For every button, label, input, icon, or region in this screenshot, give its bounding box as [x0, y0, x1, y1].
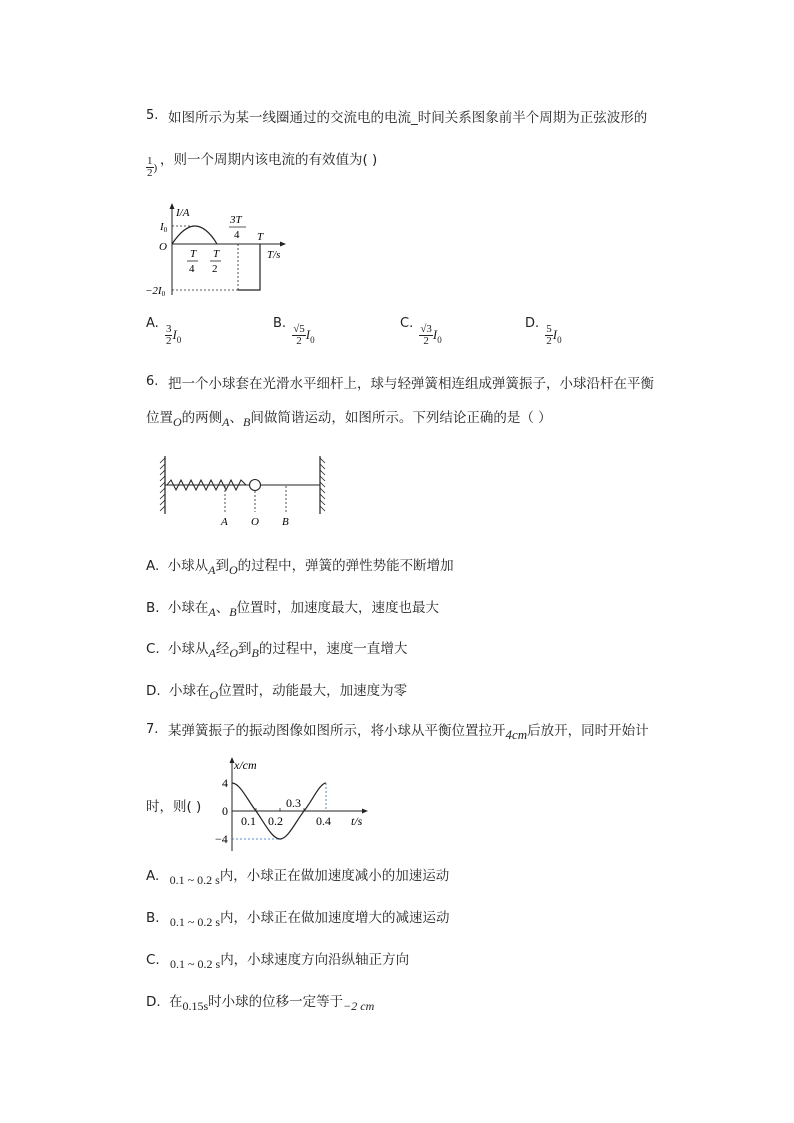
q7-xlabel: t/s [351, 814, 363, 828]
option-label: A. [146, 558, 160, 574]
q5-option-b[interactable]: B. $\frac{√5}{2}$ I0 [273, 316, 315, 347]
q5-stem-line2: ，则一个周期内该电流的有效值为( ) [160, 152, 378, 168]
q5-tick-3T4-num: 3T [230, 214, 242, 226]
q7-stem-line2: 时，则( ) [146, 799, 202, 815]
q5-y-axis-arrow [170, 203, 175, 209]
q7-option-b[interactable]: B. 0.1 ~ 0.2 s内，小球正在做加速度增大的减速运动 [146, 910, 450, 929]
q7-option-c[interactable]: C. 0.1 ~ 0.2 s内，小球速度方向沿纵轴正方向 [146, 952, 410, 971]
q7-label-t02: 0.2 [268, 814, 283, 828]
q6-option-a[interactable]: A. 小球从A到O的过程中，弹簧的弹性势能不断增加 [146, 558, 454, 577]
q5-xlabel: T/s [267, 249, 281, 261]
q5-sine-half [172, 226, 217, 244]
q5-tick-3T4-den: 4 [234, 229, 240, 241]
q6-option-c[interactable]: C. 小球从A经O到B的过程中，速度一直增大 [146, 641, 408, 660]
q7-label-y4: 4 [222, 776, 228, 790]
option-label: C. [400, 316, 414, 331]
option-label: B. [146, 910, 160, 926]
q6-option-b[interactable]: B. 小球在A、B位置时，加速度最大，速度也最大 [146, 600, 440, 619]
q5-tick-T2-num: T [213, 248, 220, 260]
q7-ylabel: x/cm [234, 758, 257, 772]
option-label: C. [146, 952, 160, 968]
q7-label-t03: 0.3 [286, 796, 301, 810]
q5-stem-line1: 如图所示为某一线圈通过的交流电的电流_时间关系图象前半个周期为正弦波形的 [168, 110, 648, 126]
option-label: A. [146, 868, 160, 884]
q5-number: 5. [146, 108, 159, 123]
q6-stem-line2: 位置O的两侧A、B间做简谐运动，如图所示。下列结论正确的是（ ） [146, 410, 552, 429]
q5-negative-pulse [238, 244, 260, 290]
q7-vibration-graph [212, 755, 372, 855]
option-label: A. [146, 316, 159, 331]
q5-ylabel: I/A [176, 207, 190, 219]
q5-x-axis-arrow [280, 242, 286, 247]
q5-option-d[interactable]: D. $\frac{5}{2}$ I0 [525, 316, 562, 347]
q6-ball [250, 480, 261, 491]
q5-option-c[interactable]: C. $\frac{√3}{2}$ I0 [400, 316, 442, 347]
q5-origin: O [159, 241, 167, 253]
q5-current-graph [140, 200, 300, 300]
q5-tick-T: T [257, 231, 264, 243]
q5-label-neg2I0: −2I0 [145, 285, 166, 298]
q7-label-t01: 0.1 [241, 814, 256, 828]
q6-label-A: A [221, 516, 228, 528]
option-label: B. [273, 316, 287, 331]
q5-tick-T4-den: 4 [189, 263, 195, 275]
q5-tick-T4-num: T [190, 248, 197, 260]
q6-number: 6. [146, 374, 159, 389]
q7-label-t04: 0.4 [316, 814, 331, 828]
option-label: B. [146, 600, 160, 616]
q5-half-fraction: $\frac{1}{2}$ ) [147, 155, 158, 179]
q7-option-a[interactable]: A. 0.1 ~ 0.2 s内，小球正在做加速度减小的加速运动 [146, 868, 450, 887]
q6-spring-oscillator-figure [155, 450, 335, 530]
q7-option-d[interactable]: D. 在0.15s时小球的位移一定等于−2 cm [146, 994, 375, 1013]
option-label: D. [525, 316, 540, 331]
q7-label-y0: 0 [222, 804, 228, 818]
option-label: D. [146, 683, 161, 699]
option-label: D. [146, 994, 161, 1010]
q7-stem-line1: 某弹簧振子的振动图像如图所示，将小球从平衡位置拉开4cm后放开，同时开始计 [168, 723, 649, 742]
q6-stem-line1: 把一个小球套在光滑水平细杆上，球与轻弹簧相连组成弹簧振子，小球沿杆在平衡 [168, 376, 654, 392]
option-label: C. [146, 641, 160, 657]
q6-label-B: B [282, 516, 289, 528]
q6-option-d[interactable]: D. 小球在O位置时，动能最大，加速度为零 [146, 683, 408, 702]
q5-option-a[interactable]: A. $\frac{3}{2}$ I0 [146, 316, 182, 347]
q7-label-y-neg4: −4 [215, 832, 228, 846]
q5-label-I0: I0 [160, 221, 168, 234]
q6-label-O: O [251, 516, 259, 528]
q5-tick-T2-den: 2 [212, 263, 218, 275]
q7-number: 7. [146, 722, 159, 737]
